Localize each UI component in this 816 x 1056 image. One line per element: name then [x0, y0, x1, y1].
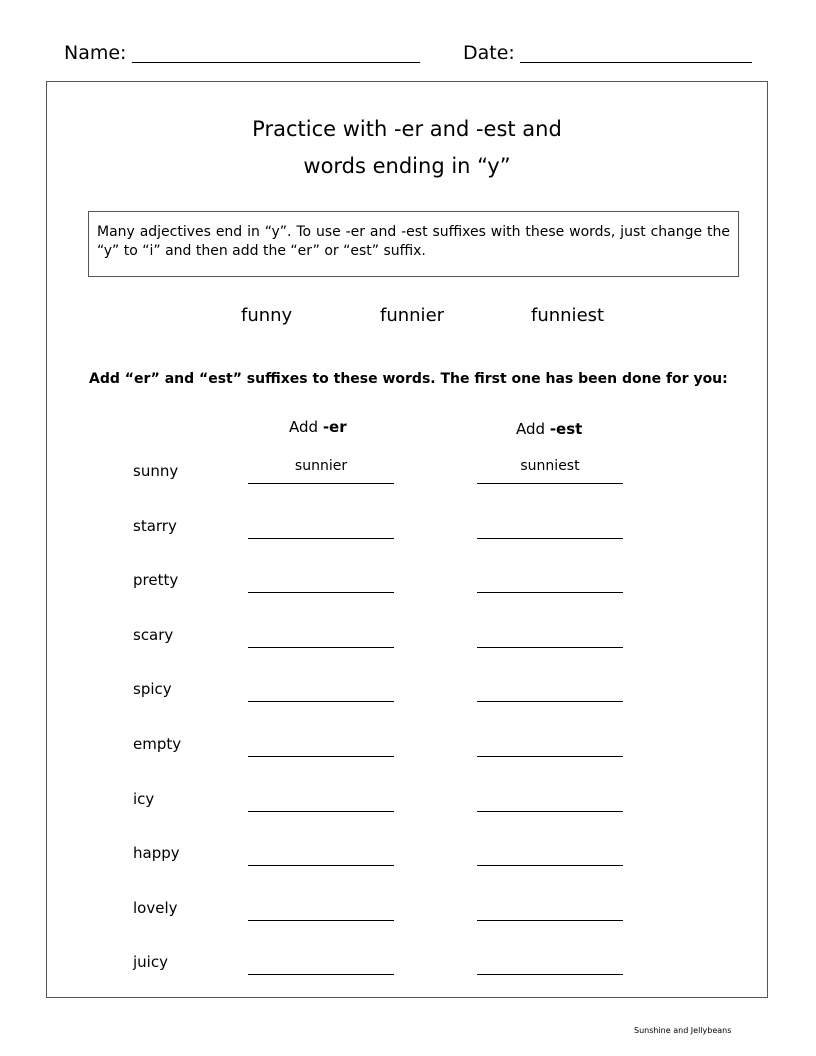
example-er-word: funnier	[380, 305, 445, 326]
row-word: lovely	[133, 898, 178, 917]
date-label: Date:	[463, 42, 515, 64]
name-label: Name:	[64, 42, 127, 64]
example-est-word: funniest	[531, 305, 605, 326]
row-word: starry	[133, 516, 177, 535]
answer-est-blank[interactable]	[477, 483, 623, 484]
column-header-er-suffix: -er	[322, 418, 347, 436]
name-field[interactable]	[132, 62, 420, 63]
answer-er-blank[interactable]	[248, 592, 394, 593]
rule-explanation-box: Many adjectives end in “y”. To use -er and -est suffixes with these words, just change the “y” to “i” and then add the “er” or “est” suffix.	[88, 211, 739, 277]
answer-er-blank[interactable]	[248, 811, 394, 812]
row-word: juicy	[133, 953, 168, 972]
title-line-1: Practice with -er and -est and	[252, 117, 562, 141]
answer-est-blank[interactable]	[477, 811, 623, 812]
answer-er-blank[interactable]	[248, 538, 394, 539]
footer-credit: Sunshine and Jellybeans	[634, 1026, 732, 1035]
answer-est-blank[interactable]	[477, 647, 623, 648]
answer-est-blank[interactable]	[477, 974, 623, 975]
answer-est-blank[interactable]	[477, 538, 623, 539]
answer-er-blank[interactable]	[248, 756, 394, 757]
title-line-2: words ending in “y”	[303, 154, 511, 178]
row-word: happy	[133, 844, 180, 863]
column-header-est	[516, 420, 582, 438]
answer-er-text: sunnier	[294, 458, 348, 474]
column-header-est-suffix: -est	[549, 420, 583, 438]
column-header-er-prefix: Add	[289, 418, 319, 436]
answer-est-text: sunniest	[520, 458, 580, 474]
date-field[interactable]	[520, 62, 752, 63]
column-header-er	[289, 418, 347, 436]
row-word: pretty	[133, 571, 179, 590]
answer-est-blank[interactable]	[477, 920, 623, 921]
row-word: sunny	[133, 462, 179, 480]
answer-er-blank[interactable]	[248, 974, 394, 975]
instructions: Add “er” and “est” suffixes to these words. The first one has been done for you:	[89, 371, 728, 387]
answer-est-blank[interactable]	[477, 701, 623, 702]
answer-er-blank[interactable]	[248, 701, 394, 702]
row-word: scary	[133, 625, 174, 644]
row-word: icy	[133, 789, 155, 808]
answer-est-blank[interactable]	[477, 756, 623, 757]
answer-er-blank[interactable]	[248, 865, 394, 866]
column-header-est-prefix: Add	[516, 420, 546, 438]
row-word: spicy	[133, 680, 172, 699]
answer-est-blank[interactable]	[477, 865, 623, 866]
answer-er-blank[interactable]	[248, 647, 394, 648]
answer-est-blank[interactable]	[477, 592, 623, 593]
worksheet-title	[46, 111, 768, 185]
row-word: empty	[133, 735, 182, 753]
answer-er-blank[interactable]	[248, 920, 394, 921]
answer-er-blank[interactable]	[248, 483, 394, 484]
example-base-word: funny	[241, 305, 293, 326]
